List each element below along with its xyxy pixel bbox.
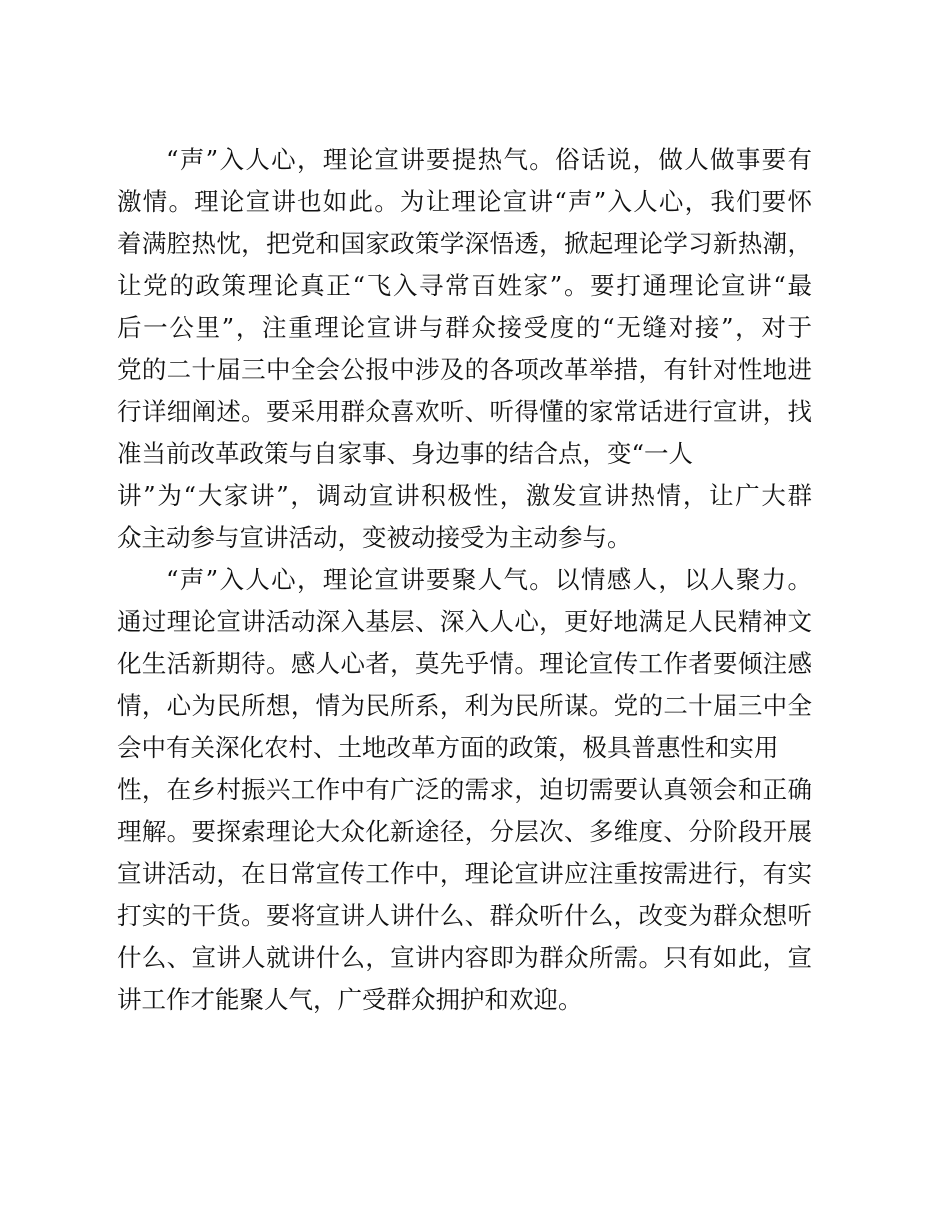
text-line: 讲”为“大家讲”，调动宣讲积极性，激发宣讲热情，让广大群 [117,481,812,510]
text-line: 打实的干货。要将宣讲人讲什么、群众听什么，改变为群众想听 [117,901,812,930]
text-line: 让党的政策理论真正“飞入寻常百姓家”。要打通理论宣讲“最 [117,271,812,300]
paragraph-1 [117,139,812,559]
text-line: 性，在乡村振兴工作中有广泛的需求，迫切需要认真领会和正确 [117,775,812,804]
text-line: 讲工作才能聚人气，广受群众拥护和欢迎。 [117,985,583,1014]
paragraph-2 [117,559,812,1021]
text-line: 众主动参与宣讲活动，变被动接受为主动参与。 [117,523,632,552]
text-line: 会中有关深化农村、土地改革方面的政策，极具普惠性和实用 [117,733,779,762]
text-line: 通过理论宣讲活动深入基层、深入人心，更好地满足人民精神文 [117,607,812,636]
text-line: 行详细阐述。要采用群众喜欢听、听得懂的家常话进行宣讲，找 [117,397,812,426]
text-line: 情，心为民所想，情为民所系，利为民所谋。党的二十届三中全 [117,691,812,720]
text-line: 准当前改革政策与自家事、身边事的结合点，变“一人 [117,439,694,468]
text-line: 宣讲活动，在日常宣传工作中，理论宣讲应注重按需进行，有实 [117,859,812,888]
text-line: “声”入人心，理论宣讲要提热气。俗话说，做人做事要有 [166,145,812,174]
text-line: 理解。要探索理论大众化新途径，分层次、多维度、分阶段开展 [117,817,812,846]
text-line: 着满腔热忱，把党和国家政策学深悟透，掀起理论学习新热潮， [117,229,812,258]
text-line: “声”入人心，理论宣讲要聚人气。以情感人，以人聚力。 [166,565,812,594]
text-line: 党的二十届三中全会公报中涉及的各项改革举措，有针对性地进 [117,355,812,384]
text-line: 什么、宣讲人就讲什么，宣讲内容即为群众所需。只有如此，宣 [117,943,812,972]
text-line: 化生活新期待。感人心者，莫先乎情。理论宣传工作者要倾注感 [117,649,812,678]
text-line: 后一公里”，注重理论宣讲与群众接受度的“无缝对接”，对于 [117,313,812,342]
text-line: 激情。理论宣讲也如此。为让理论宣讲“声”入人心，我们要怀 [117,187,812,216]
document-body [117,139,812,1021]
